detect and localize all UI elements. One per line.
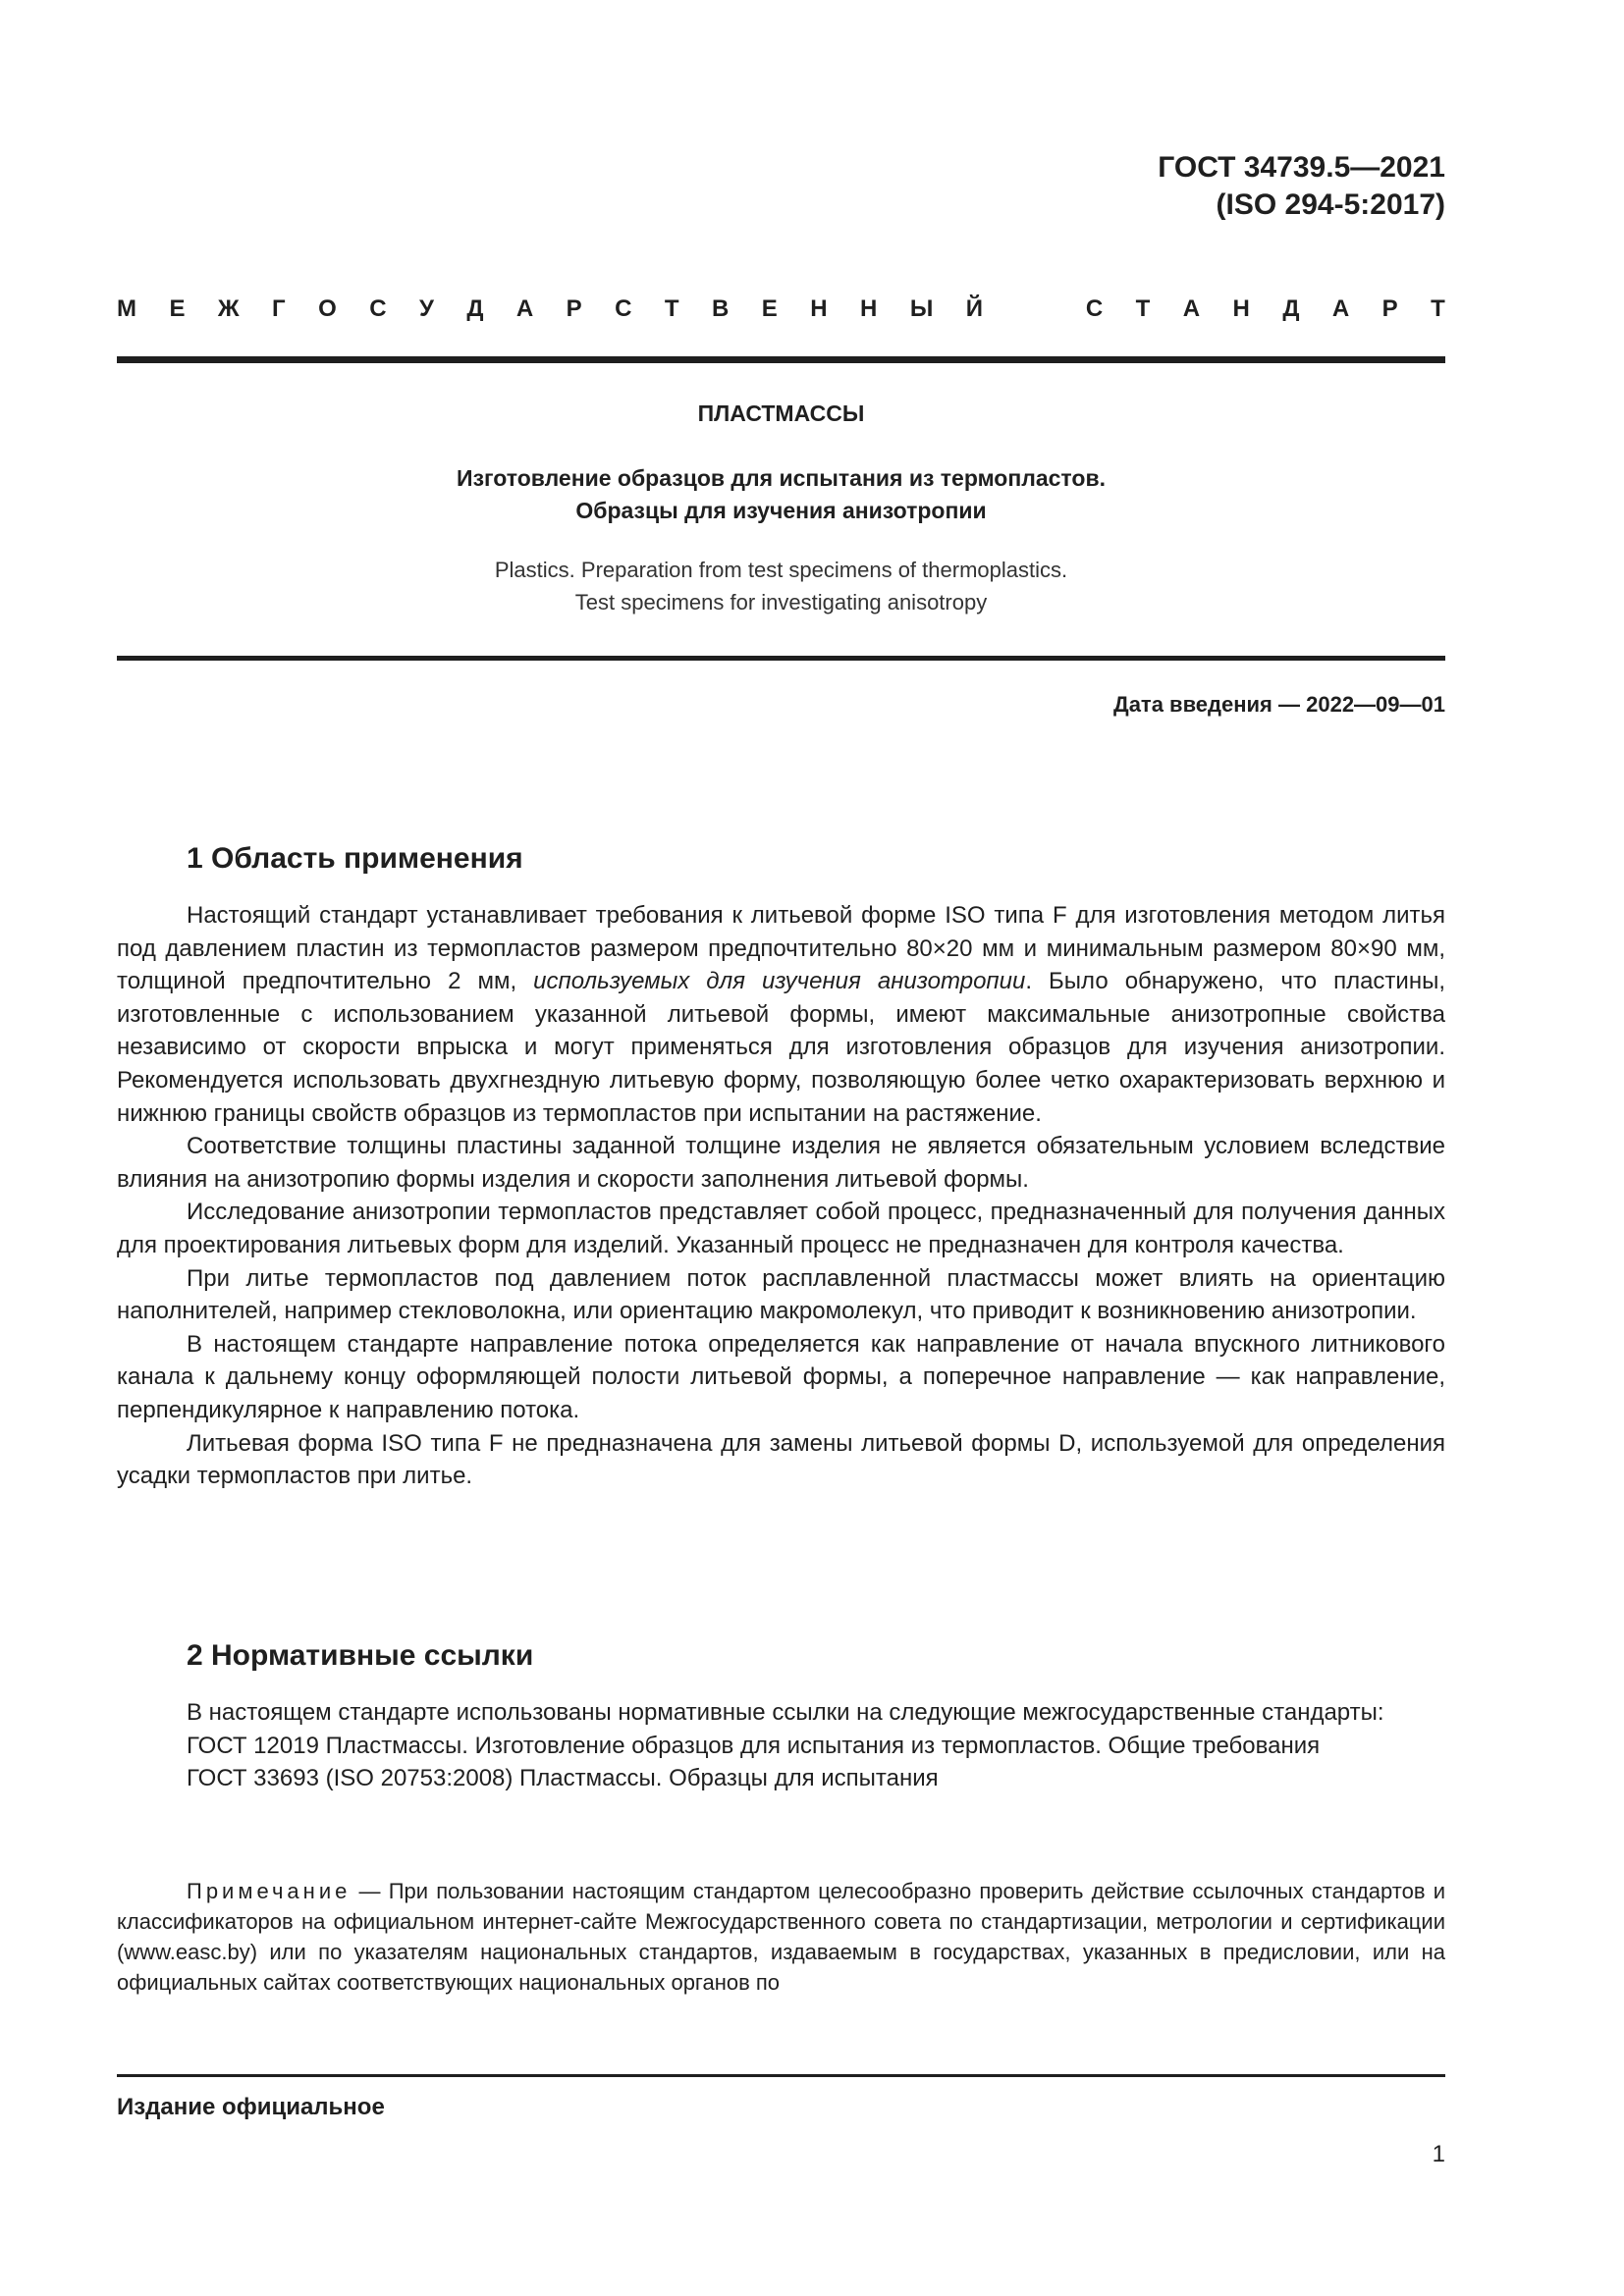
official-edition-label: Издание официальное bbox=[117, 2094, 385, 2120]
paragraph: В настоящем стандарте использованы нормативные ссылки на следующие межгосударственные стандарты: bbox=[187, 1699, 1384, 1726]
banner-letter: Е bbox=[169, 295, 186, 322]
banner-letter: У bbox=[418, 295, 434, 322]
note-text: — При пользовании настоящим стандартом целесообразно проверить действие ссылочных стандартов и классификаторов на официальном интернет-сайте Межгосударственного совета по стандартизации, метрологии и сертификации (www.easc.by) или по указателям национальных стандартов, издаваемым в государствах, указанных в предисловии, или на официальных сайтах соответствующих национальных органов по bbox=[117, 1879, 1445, 1995]
banner-letter: Ж bbox=[217, 295, 240, 322]
banner-letter: А bbox=[515, 295, 534, 322]
paragraph: Настоящий стандарт устанавливает требования к литьевой форме ISO типа F для изготовления методом литья под давлением пластин из термопластов размером предпочтительно 80×20 мм и минимальным размером 80×90 мм, толщиной предпочтительно 2 мм, используемых для изучения анизотропии. Было обнаружено, что пластины, изготовленные с использованием указанной литьевой формы, имеют максимальные анизотропные свойства независимо от скорости впрыска и могут применяться для изготовления образцов для изучения анизотропии. Рекомендуется использовать двухгнездную литьевую форму, позволяющую более четко охарактеризовать верхнюю и нижнюю границы свойств образцов из термопластов при испытании на растяжение. bbox=[117, 902, 1446, 1127]
banner-letter: Т bbox=[1431, 295, 1445, 322]
introduction-date: Дата введения — 2022—09—01 bbox=[1113, 692, 1445, 717]
banner-letter: Н bbox=[1232, 295, 1250, 322]
banner-letter: А bbox=[1331, 295, 1350, 322]
banner-letter: Т bbox=[664, 295, 679, 322]
russian-subtitle-line: Образцы для изучения анизотропии bbox=[575, 498, 987, 523]
banner-letter: Ы bbox=[909, 295, 934, 322]
russian-subtitle-line: Изготовление образцов для испытания из термопластов. bbox=[457, 465, 1106, 491]
banner-letter: С bbox=[369, 295, 387, 322]
paragraph: Исследование анизотропии термопластов представляет собой процесс, предназначенный для получения данных для проектирования литьевых форм для изделий. Указанный процесс не предназначен для контроля качества. bbox=[117, 1199, 1445, 1258]
banner-letter: Й bbox=[965, 295, 983, 322]
standard-code: ГОСТ 34739.5—2021 bbox=[1158, 151, 1445, 184]
english-subtitle-line: Test specimens for investigating anisotropy bbox=[574, 590, 988, 614]
section-body-scope bbox=[117, 899, 1445, 1493]
banner-letter: М bbox=[117, 295, 136, 322]
banner-word-gap bbox=[1015, 293, 1053, 326]
reference-item: ГОСТ 33693 (ISO 20753:2008) Пластмассы. Образцы для испытания bbox=[187, 1765, 939, 1792]
paragraph: Литьевая форма ISO типа F не предназначена для замены литьевой формы D, используемой для определения усадки термопластов при литье. bbox=[117, 1429, 1445, 1490]
banner-letter: С bbox=[615, 295, 632, 322]
standard-designation bbox=[1158, 149, 1445, 224]
banner-letter: Д bbox=[466, 295, 484, 322]
banner-letter: Т bbox=[1135, 295, 1151, 322]
note bbox=[117, 1876, 1445, 1998]
section-heading-scope: 1 Область применения bbox=[187, 842, 523, 875]
page-number: 1 bbox=[1432, 2141, 1445, 2167]
english-subtitle bbox=[117, 554, 1445, 618]
banner-letter: А bbox=[1182, 295, 1201, 322]
document-title: ПЛАСТМАССЫ bbox=[697, 400, 865, 426]
banner-letter: Е bbox=[761, 295, 778, 322]
top-divider bbox=[117, 356, 1445, 363]
banner-letter: Д bbox=[1282, 295, 1300, 322]
iso-equivalent-code: (ISO 294-5:2017) bbox=[1216, 188, 1445, 221]
paragraph: В настоящем стандарте направление потока определяется как направление от начала впускного литникового канала к дальнему концу оформляющей полости литьевой формы, а поперечное направление — как направление, перпендикулярное к направлению потока. bbox=[117, 1330, 1445, 1423]
title-divider bbox=[117, 656, 1445, 661]
banner-letter: Н bbox=[810, 295, 828, 322]
banner-letter: Р bbox=[1381, 295, 1398, 322]
paragraph: При литье термопластов под давлением поток расплавленной пластмассы может влиять на ориентацию наполнителей, например стекловолокна, или ориентацию макромолекул, что приводит к возникновению анизотропии. bbox=[117, 1264, 1445, 1325]
banner-letter: Р bbox=[566, 295, 582, 322]
banner-letter: Н bbox=[860, 295, 878, 322]
banner-letter: С bbox=[1085, 295, 1104, 322]
footer-divider bbox=[117, 2074, 1445, 2077]
italic-phrase: используемых для изучения анизотропии bbox=[533, 968, 1026, 995]
section-body-normative-references bbox=[117, 1696, 1445, 1795]
note-label: Примечание bbox=[187, 1879, 352, 1903]
reference-item: ГОСТ 12019 Пластмассы. Изготовление образцов для испытания из термопластов. Общие требования bbox=[187, 1732, 1321, 1759]
english-subtitle-line: Plastics. Preparation from test specimens of thermoplastics. bbox=[494, 558, 1068, 582]
russian-subtitle bbox=[117, 462, 1445, 527]
paragraph: Соответствие толщины пластины заданной толщине изделия не является обязательным условием вследствие влияния на анизотропию формы изделия и скорости заполнения литьевой формы. bbox=[117, 1133, 1445, 1193]
banner-letter: В bbox=[712, 295, 730, 322]
banner-letter: О bbox=[318, 295, 337, 322]
interstate-standard-banner bbox=[117, 293, 1445, 326]
banner-letter: Г bbox=[272, 295, 286, 322]
section-heading-normative-references: 2 Нормативные ссылки bbox=[187, 1639, 534, 1672]
